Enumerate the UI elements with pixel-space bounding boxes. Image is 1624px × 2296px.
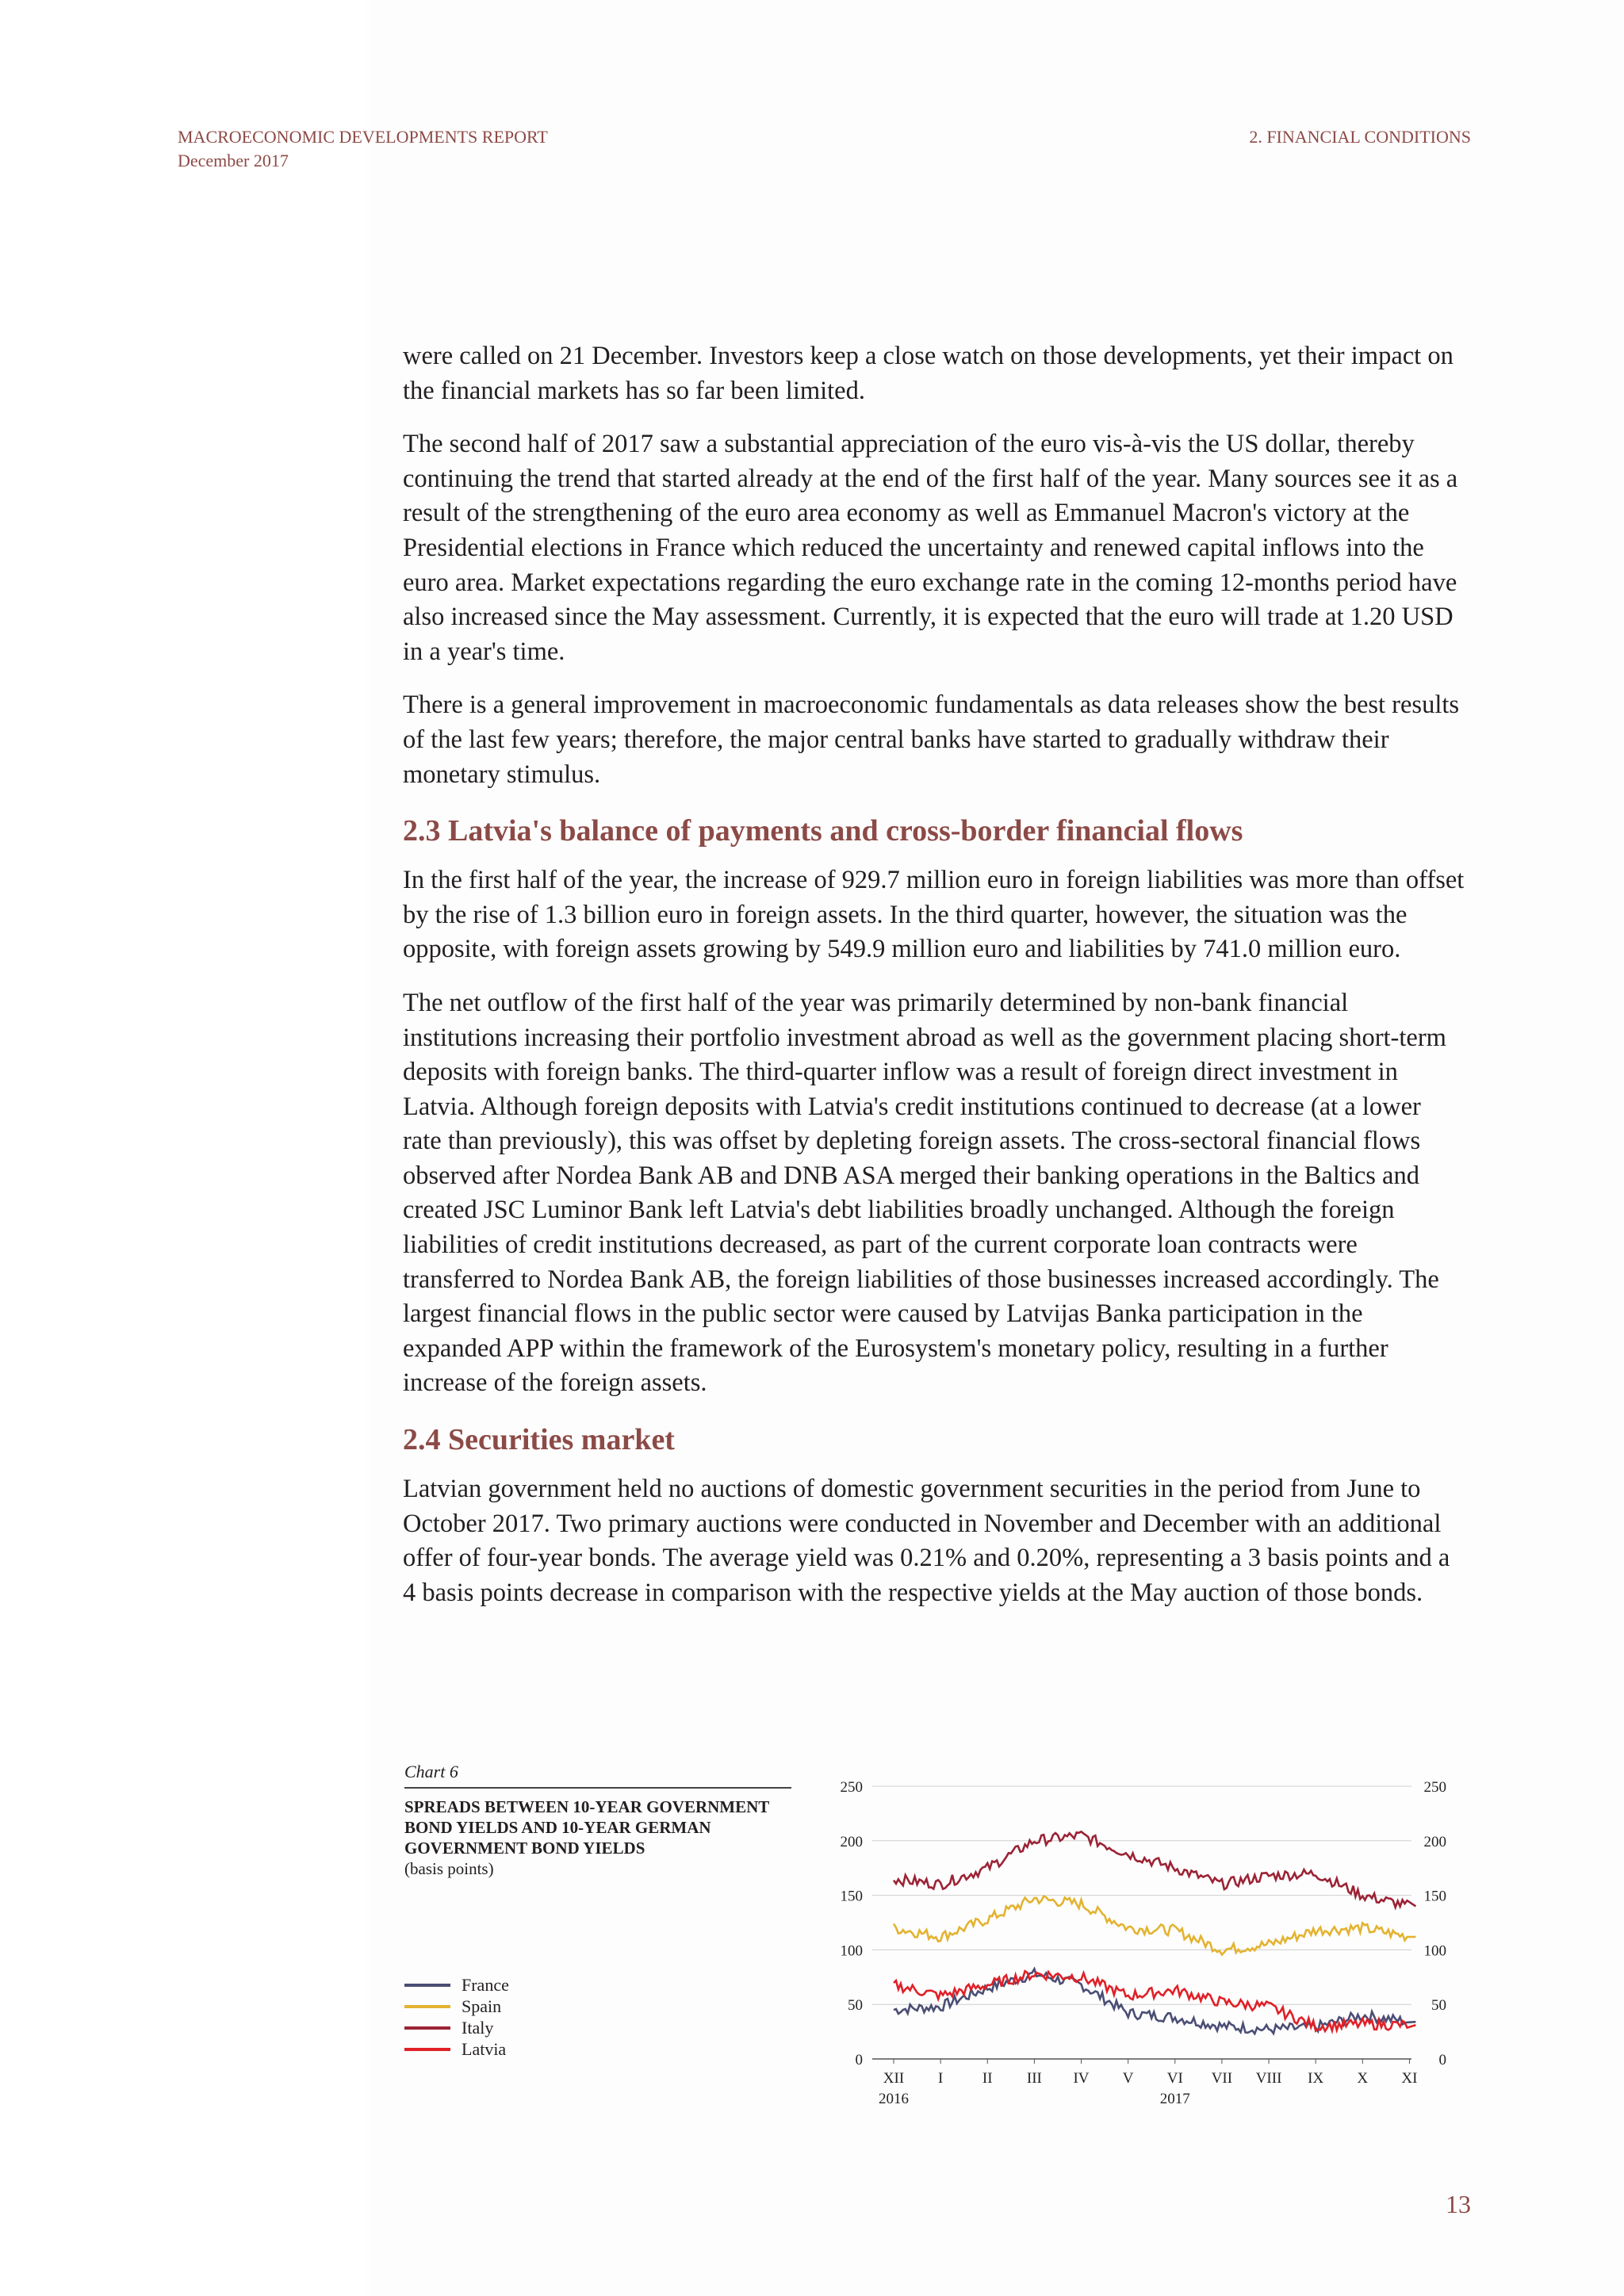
x-tick-label: XII	[883, 2070, 905, 2087]
x-tick-label: XI	[1401, 2070, 1418, 2087]
x-tick-label: III	[1026, 2070, 1042, 2087]
heading-2-3: 2.3 Latvia's balance of payments and cross-border financial flows	[403, 814, 1243, 848]
paragraph-2: The second half of 2017 saw a substantial appreciation of the euro vis-à-vis the US dollar, thereby continuing the trend that started already at the end of the first half of the year. Many sources see it as a result of the strengthening of the euro area economy as well as Emmanuel Macron's victory at the Presidential elections in France which reduced the uncertainty and renewed capital inflows into the euro area. Market expectations regarding the euro exchange rate in the coming 12-months period have also increased since the May assessment. Currently, it is expected that the euro will trade at 1.20 USD in a year's time.	[403, 430, 1458, 666]
y-tick-right: 250	[1423, 1779, 1446, 1796]
legend-label: France	[462, 1975, 509, 1995]
legend-swatch	[404, 2005, 450, 2008]
report-title: MACROECONOMIC DEVELOPMENTS REPORT	[178, 127, 548, 147]
chart-title: SPREADS BETWEEN 10-YEAR GOVERNMENT BOND YIELDS AND 10-YEAR GERMAN GOVERNMENT BOND YIELDS	[404, 1797, 769, 1858]
y-tick-right: 200	[1423, 1833, 1446, 1850]
x-tick-label: VI	[1166, 2070, 1183, 2087]
spreads-chart	[817, 1768, 1467, 2117]
section-header: 2. FINANCIAL CONDITIONS	[1249, 127, 1471, 147]
x-tick-label: VII	[1211, 2070, 1233, 2087]
y-tick-left: 200	[840, 1833, 863, 1850]
y-tick-left: 0	[855, 2052, 863, 2068]
chart-unit: (basis points)	[404, 1859, 494, 1878]
legend-item-latvia	[404, 2038, 509, 2060]
legend-label: Italy	[462, 2018, 494, 2038]
x-tick-label: II	[982, 2070, 993, 2087]
x-tick-label: I	[937, 2070, 944, 2087]
series-line-france	[894, 1969, 1415, 2034]
y-tick-left: 50	[848, 1997, 863, 2015]
y-tick-right: 100	[1423, 1942, 1446, 1960]
x-tick-label: V	[1122, 2070, 1134, 2087]
x-tick-label: X	[1357, 2070, 1369, 2087]
year-label: 2016	[879, 2091, 909, 2107]
paragraph-6: Latvian government held no auctions of domestic government securities in the period from June to October 2017. Two primary auctions were conducted in November and December with an additional offer of four-year bonds. The average yield was 0.21% and 0.20%, representing a 3 basis points and a 4 basis points decrease in comparison with the respective yields at the May auction of those bonds.	[403, 1475, 1450, 1607]
chart-label: Chart 6	[404, 1760, 791, 1789]
report-date: December 2017	[178, 151, 289, 170]
paragraph-5: The net outflow of the first half of the year was primarily determined by non-bank financial institutions increasing their portfolio investment abroad as well as the government placing short-term deposits with foreign banks. The third-quarter inflow was a result of foreign direct investment in Latvia. Although foreign deposits with Latvia's credit institutions continued to decrease (at a lower rate than previously), this was offset by depleting foreign assets. The cross-sectoral financial flows observed after Nordea Bank AB and DNB ASA merged their banking operations in the Baltics and created JSC Luminor Bank left Latvia's debt liabilities broadly unchanged. Although the foreign liabilities of credit institutions decreased, as part of the current corporate loan contracts were transferred to Nordea Bank AB, the foreign liabilities of those businesses increased accordingly. The largest financial flows in the public sector were caused by Latvijas Banka participation in the expanded APP within the framework of the Eurosystem's monetary policy, resulting in a further increase of the foreign assets.	[403, 988, 1446, 1398]
legend-label: Latvia	[462, 2039, 507, 2059]
heading-2-4: 2.4 Securities market	[403, 1423, 675, 1457]
x-tick-label: IV	[1073, 2070, 1090, 2087]
legend-item-italy	[404, 2017, 509, 2038]
y-tick-right: 0	[1438, 2052, 1446, 2068]
paragraph-3: There is a general improvement in macroeconomic fundamentals as data releases show the best results of the last few years; therefore, the major central banks have started to gradually withdraw their monetary stimulus.	[403, 691, 1460, 789]
series-line-spain	[894, 1896, 1415, 1955]
chart-caption	[404, 1760, 791, 2059]
legend-swatch	[404, 2026, 450, 2030]
report-header	[178, 125, 548, 173]
y-tick-left: 100	[840, 1942, 863, 1960]
series-line-italy	[894, 1831, 1415, 1908]
main-content	[403, 339, 1465, 1629]
paragraph-1: were called on 21 December. Investors keep a close watch on those developments, yet their impact on the financial markets has so far been limited.	[403, 342, 1454, 405]
y-tick-right: 150	[1423, 1888, 1446, 1905]
legend-swatch	[404, 1984, 450, 1987]
y-tick-left: 150	[840, 1888, 863, 1905]
x-tick-label: VIII	[1255, 2070, 1282, 2087]
legend-item-france	[404, 1974, 509, 1996]
legend-label: Spain	[462, 1996, 502, 2016]
y-tick-left: 250	[840, 1779, 863, 1796]
y-tick-right: 50	[1431, 1997, 1446, 2015]
chart-legend	[404, 1974, 509, 2060]
year-label: 2017	[1159, 2091, 1190, 2107]
paragraph-4: In the first half of the year, the increase of 929.7 million euro in foreign liabilities was more than offset by the rise of 1.3 billion euro in foreign assets. In the third quarter, however, the situation was the opposite, with foreign assets growing by 549.9 million euro and liabilities by 741.0 million euro.	[403, 866, 1465, 964]
x-tick-label: IX	[1308, 2070, 1324, 2087]
page-number: 13	[1446, 2190, 1471, 2218]
legend-item-spain	[404, 1996, 509, 2017]
legend-swatch	[404, 2048, 450, 2051]
